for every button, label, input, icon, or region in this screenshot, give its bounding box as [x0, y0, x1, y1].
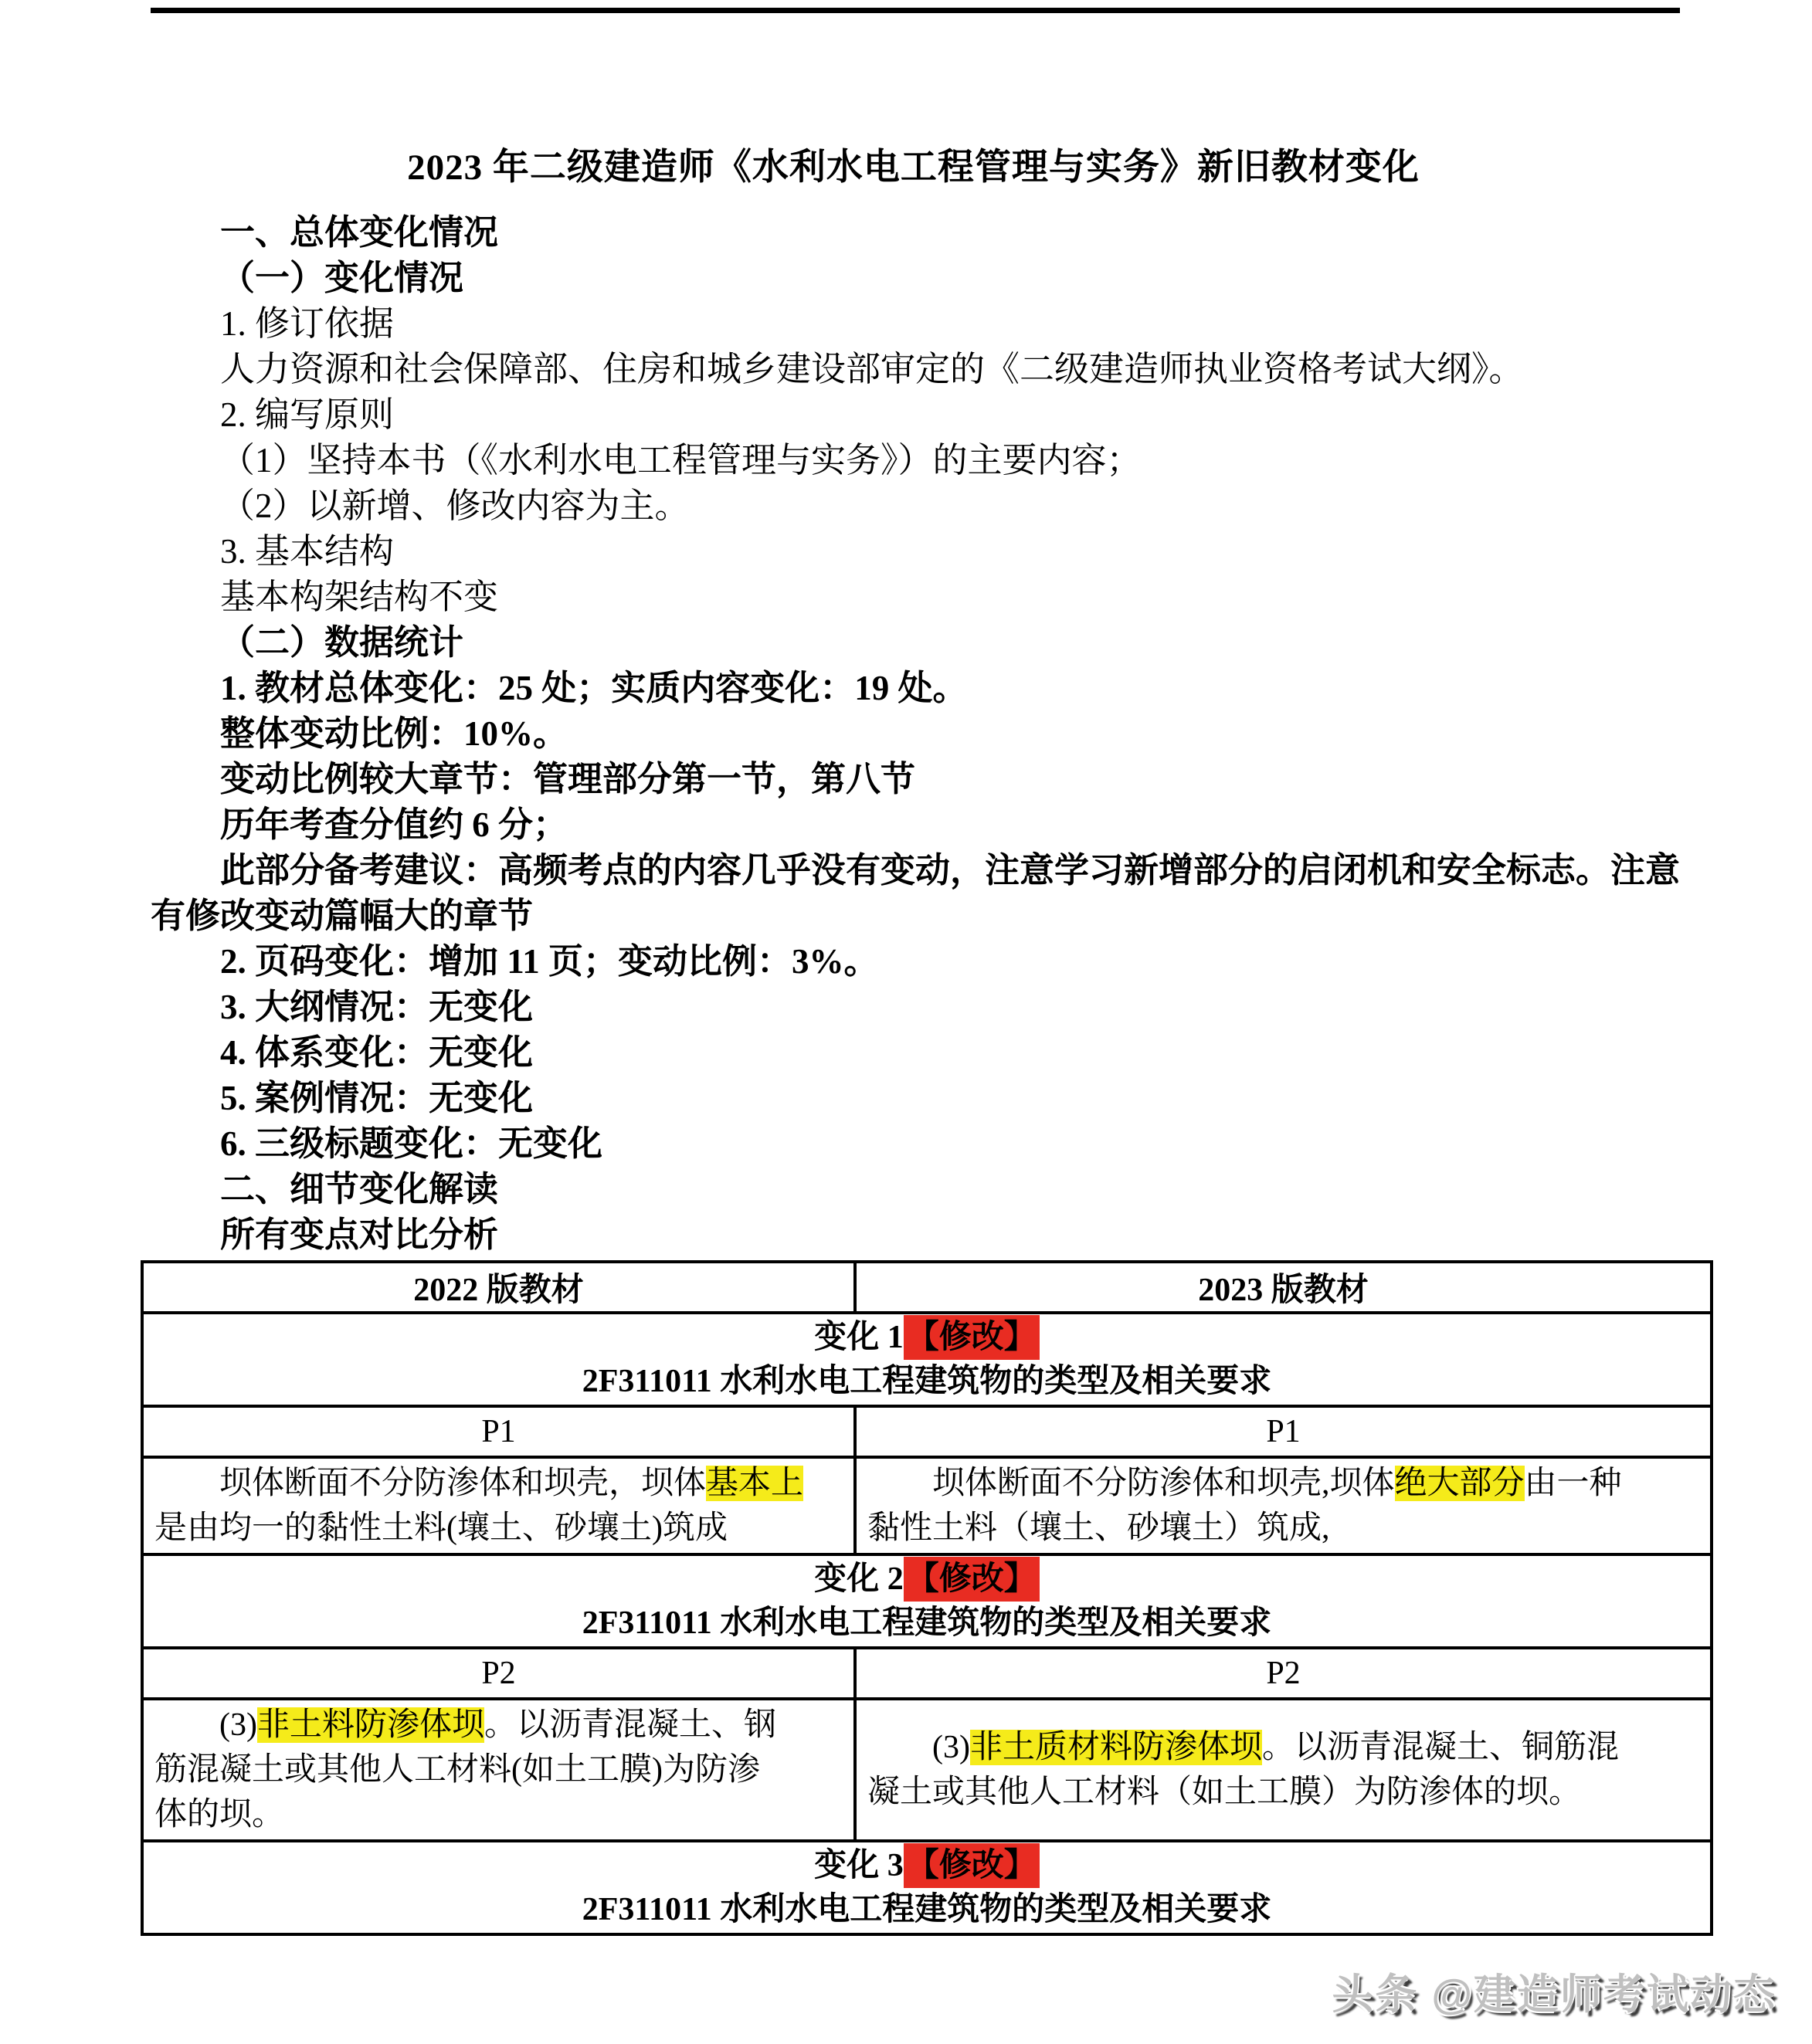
content-line: [867, 1725, 1699, 1770]
paragraph: 5. 案例情况：无变化: [220, 1079, 534, 1117]
change-label: 变化 2: [814, 1561, 904, 1597]
paragraph: （二）数据统计: [220, 623, 464, 662]
plain-text: 坝体断面不分防渗体和坝壳,坝体: [867, 1466, 1395, 1501]
paragraph: 一、总体变化情况: [220, 213, 499, 252]
column-header-2023: 2023 版教材: [855, 1262, 1712, 1313]
content-line: [154, 1792, 843, 1837]
paragraph: 3. 大纲情况：无变化: [220, 988, 534, 1026]
paragraph: 1. 修订依据: [220, 304, 395, 343]
plain-text: 凝土或其他人工材料（如土工膜）为防渗体的坝。: [867, 1775, 1582, 1810]
change-heading: [144, 1557, 1710, 1602]
paragraph: 2. 页码变化：增加 11 页；变动比例：3%。: [220, 942, 879, 981]
change-label: 变化 3: [814, 1848, 904, 1883]
change-heading: [144, 1843, 1710, 1888]
paragraph: 2. 编写原则: [220, 395, 395, 434]
paragraph: （2）以新增、修改内容为主。: [220, 486, 690, 525]
modify-tag: 【修改】: [904, 1557, 1040, 1602]
table-header-row: [142, 1262, 1712, 1313]
paragraph: （一）变化情况: [220, 259, 464, 297]
paragraph: 1. 教材总体变化：25 处；实质内容变化：19 处。: [220, 669, 968, 707]
modify-tag: 【修改】: [904, 1843, 1040, 1888]
content-cell: [855, 1699, 1712, 1841]
content-line: [867, 1506, 1699, 1551]
change-row: [142, 1313, 1712, 1406]
paragraph: （1）坚持本书（《水利水电工程管理与实务》）的主要内容；: [220, 441, 1142, 480]
change-row: [142, 1554, 1712, 1648]
plain-text: 是由均一的黏性土料(壤土、砂壤土)筑成: [154, 1510, 728, 1546]
paragraph: 整体变动比例：10%。: [220, 714, 568, 753]
paragraph: 基本构架结构不变: [220, 578, 499, 616]
page-ref-row: [142, 1406, 1712, 1457]
change-cell: [142, 1554, 1712, 1648]
compare-table-body: [142, 1262, 1712, 1934]
highlighted-text: 基本上: [706, 1466, 804, 1501]
plain-text: 由一种: [1524, 1466, 1622, 1501]
page-title: 2023 年二级建造师《水利水电工程管理与实务》新旧教材变化: [407, 147, 1420, 188]
paragraph: 二、细节变化解读: [220, 1170, 499, 1208]
plain-text: 坝体断面不分防渗体和坝壳，坝体: [154, 1466, 707, 1501]
page-ref: P1: [142, 1406, 855, 1457]
plain-text: (3): [867, 1730, 970, 1765]
change-cell: [142, 1841, 1712, 1934]
content-row: [142, 1457, 1712, 1554]
page-ref-row: [142, 1648, 1712, 1699]
column-header-2022: 2022 版教材: [142, 1262, 855, 1313]
highlighted-text: 非土质材料防渗体坝: [969, 1730, 1262, 1765]
change-label: 变化 1: [814, 1320, 904, 1355]
paragraph: 4. 体系变化：无变化: [220, 1033, 534, 1072]
change-row: [142, 1841, 1712, 1934]
content-line: [154, 1747, 843, 1792]
page-ref: P2: [855, 1648, 1712, 1699]
highlighted-text: 非土料防渗体坝: [256, 1707, 484, 1743]
plain-text: 。以沥青混凝土、钢: [484, 1707, 777, 1743]
page-ref: P2: [142, 1648, 855, 1699]
content-line: [154, 1506, 843, 1551]
plain-text: 体的坝。: [154, 1797, 285, 1832]
paragraph: 人力资源和社会保障部、住房和城乡建设部审定的《二级建造师执业资格考试大纲》。: [220, 350, 1524, 388]
plain-text: 。以沥青混凝土、铜筋混: [1262, 1730, 1620, 1765]
content-line: [867, 1770, 1699, 1815]
paragraph: 6. 三级标题变化：无变化: [220, 1124, 603, 1163]
content-row: [142, 1699, 1712, 1841]
modify-tag: 【修改】: [904, 1315, 1040, 1360]
section-title: 2F311011 水利水电工程建筑物的类型及相关要求: [582, 1892, 1272, 1927]
content-cell: [142, 1457, 855, 1554]
watermark: 头条 @建造师考试动态: [1332, 1971, 1776, 2018]
plain-text: 黏性土料（壤土、砂壤土）筑成,: [867, 1510, 1330, 1546]
paragraph: 所有变点对比分析: [220, 1215, 499, 1254]
content-line: [154, 1461, 843, 1506]
change-heading: [144, 1315, 1710, 1360]
paragraph: 历年考查分值约 6 分；: [220, 805, 568, 844]
paragraph: 此部分备考建议：高频考点的内容几乎没有变动，注意学习新增部分的启闭机和安全标志。注意 有修改变动篇幅大的章节: [151, 851, 1681, 935]
section-title: 2F311011 水利水电工程建筑物的类型及相关要求: [582, 1364, 1272, 1399]
body-text: [151, 210, 1681, 1258]
content-line: [154, 1703, 843, 1747]
change-cell: [142, 1313, 1712, 1406]
plain-text: (3): [154, 1707, 257, 1743]
content-cell: [855, 1457, 1712, 1554]
content-cell: [142, 1699, 855, 1841]
comparison-table: [141, 1260, 1713, 1936]
plain-text: 筋混凝土或其他人工材料(如土工膜)为防渗: [154, 1752, 760, 1788]
top-horizontal-rule: [151, 8, 1680, 13]
section-title: 2F311011 水利水电工程建筑物的类型及相关要求: [582, 1605, 1272, 1641]
page-ref: P1: [855, 1406, 1712, 1457]
content-line: [867, 1461, 1699, 1506]
paragraph: 3. 基本结构: [220, 532, 395, 571]
highlighted-text: 绝大部分: [1394, 1466, 1525, 1501]
paragraph: 变动比例较大章节：管理部分第一节，第八节: [220, 760, 916, 798]
